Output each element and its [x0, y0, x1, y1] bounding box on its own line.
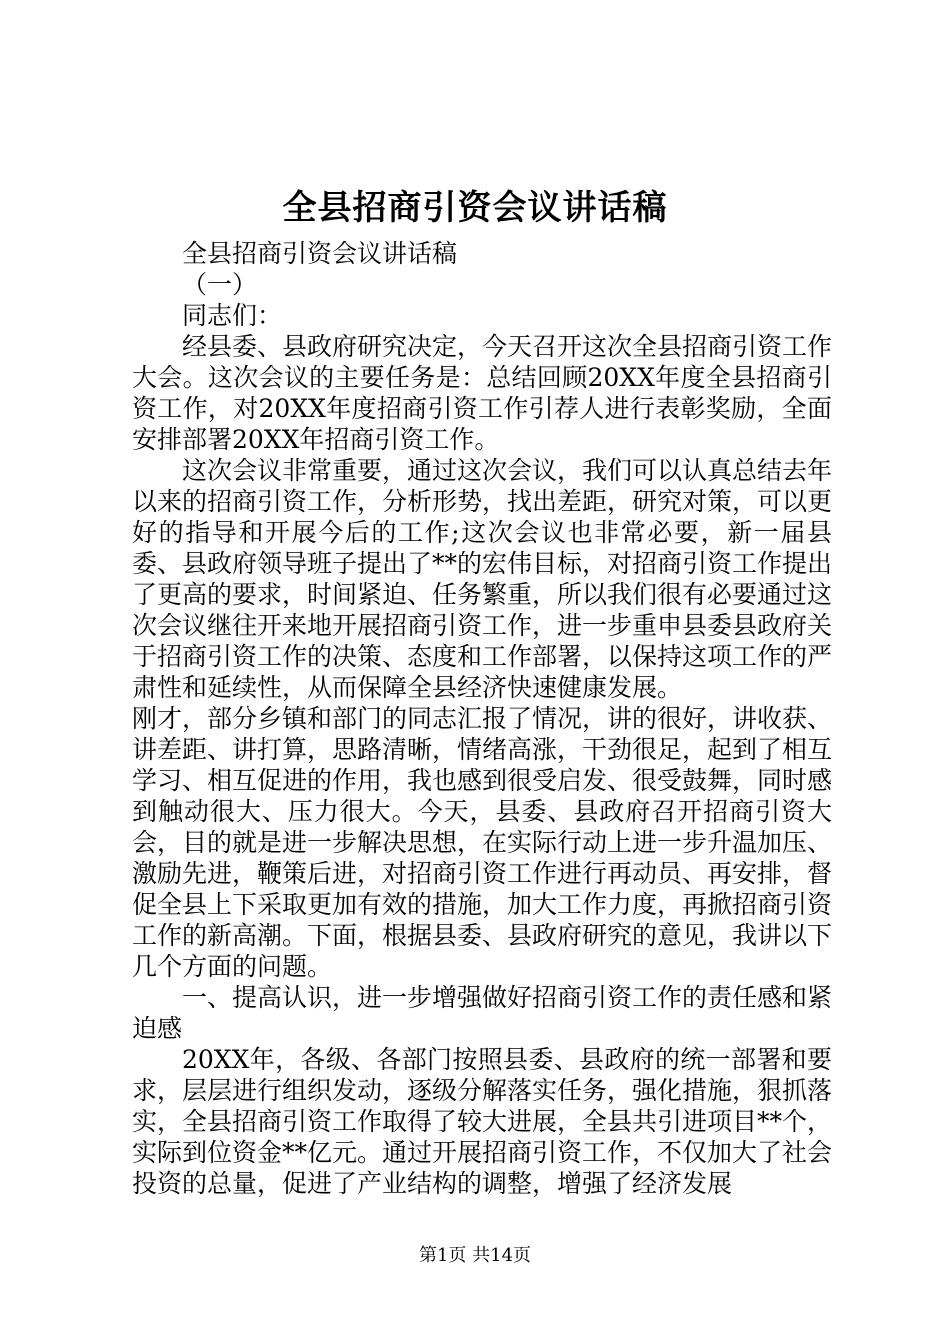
- document-body: [132, 238, 832, 1199]
- body-paragraph: 这次会议非常重要，通过这次会议，我们可以认真总结去年以来的招商引资工作，分析形势，找出差距，研究对策，可以更好的指导和开展今后的工作;这次会议也非常必要，新一届县委、县政府领导班子提出了**的宏伟目标，对招商引资工作提出了更高的要求，时间紧迫、任务繁重，所以我们很有必要通过这次会议继往开来地开展招商引资工作，进一步重申县委县政府关于招商引资工作的决策、态度和工作部署，以保持这项工作的严肃性和延续性，从而保障全县经济快速健康发展。: [132, 456, 833, 702]
- subtitle-paragraph: 全县招商引资会议讲话稿: [182, 239, 458, 268]
- body-paragraph: 20XX年，各级、各部门按照县委、县政府的统一部署和要求，层层进行组织发动，逐级分解落实任务，强化措施，狠抓落实，全县招商引资工作取得了较大进展，全县共引进项目**个，实际到位资金**亿元。通过开展招商引资工作，不仅加大了社会投资的总量，促进了产业结构的调整，增强了经济发展: [132, 1045, 833, 1198]
- section-heading: 一、提高认识，进一步增强做好招商引资工作的责任感和紧迫感: [132, 983, 833, 1043]
- document-title: 全县招商引资会议讲话稿: [282, 188, 668, 228]
- body-paragraph: 刚才，部分乡镇和部门的同志汇报了情况，讲的很好，讲收获、讲差距、讲打算，思路清晰，情绪高涨，干劲很足，起到了相互学习、相互促进的作用，我也感到很受启发、很受鼓舞，同时感到触动很大、压力很大。今天，县委、县政府召开招商引资大会，目的就是进一步解决思想，在实际行动上进一步升温加压、激励先进，鞭策后进，对招商引资工作进行再动员、再安排，督促全县上下采取更加有效的措施，加大工作力度，再掀招商引资工作的新高潮。下面，根据县委、县政府研究的意见，我讲以下几个方面的问题。: [132, 704, 833, 981]
- salutation: 同志们：: [182, 301, 283, 330]
- page-footer: 第1页 共14页: [418, 1245, 532, 1266]
- section-number: （一）: [182, 270, 258, 299]
- body-paragraph: 经县委、县政府研究决定，今天召开这次全县招商引资工作大会。这次会议的主要任务是：总结回顾20XX年度全县招商引资工作，对20XX年度招商引资工作引荐人进行表彰奖励，全面安排部署20XX年招商引资工作。: [132, 332, 833, 454]
